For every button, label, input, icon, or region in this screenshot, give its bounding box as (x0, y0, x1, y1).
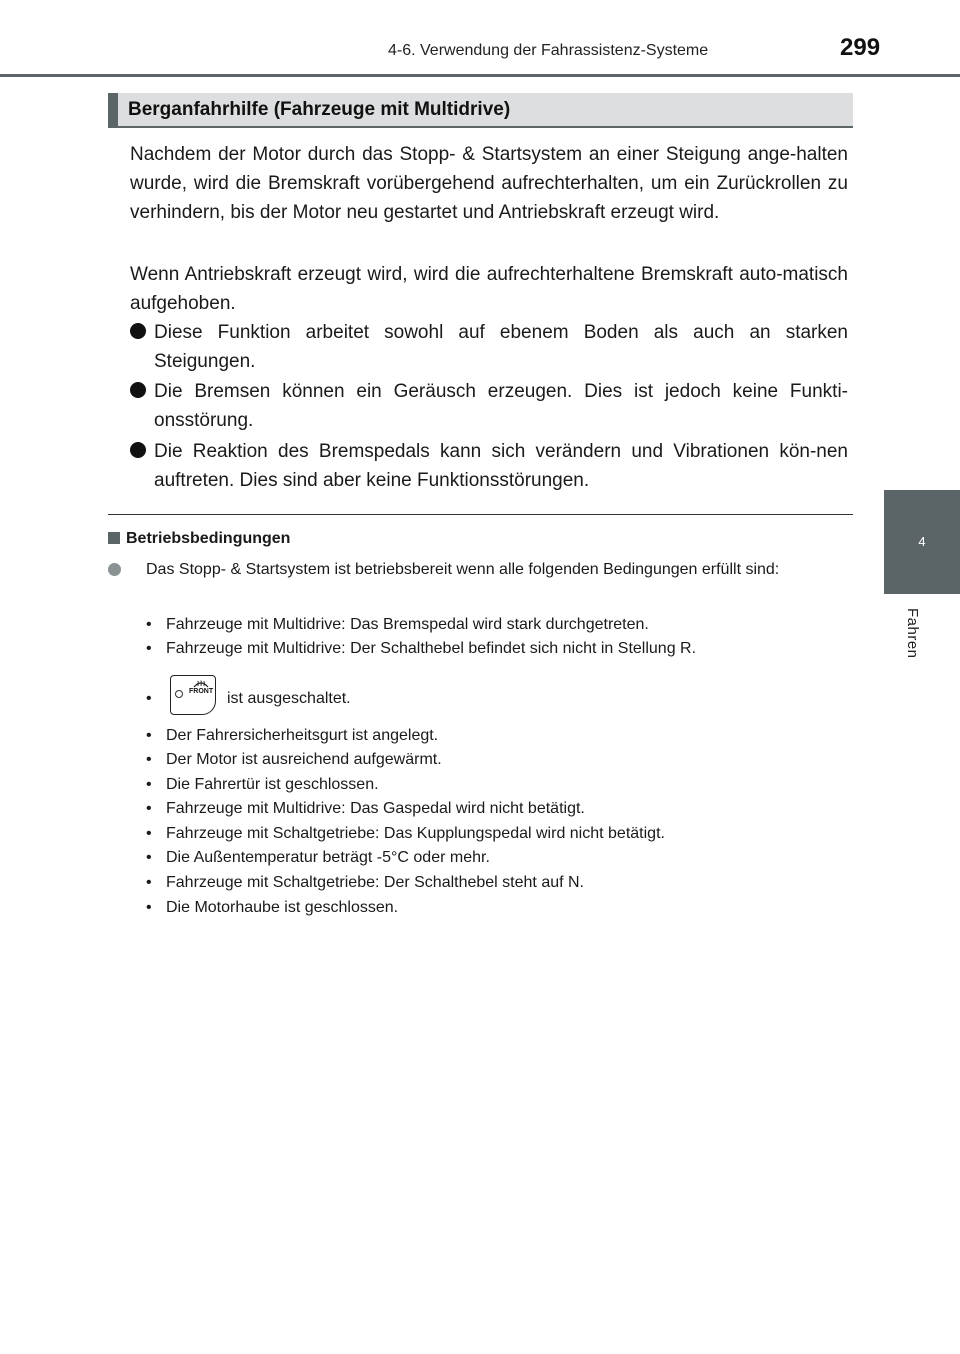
page-number: 299 (840, 34, 881, 61)
list-bullet: • (146, 776, 152, 793)
list-item-text: ist ausgeschaltet. (227, 690, 351, 707)
list-item (146, 688, 166, 709)
list-item-text: Der Fahrersicherheitsgurt ist angelegt. (166, 727, 439, 744)
section-divider (108, 514, 853, 515)
conditions-heading-text: Betriebsbedingungen (126, 530, 291, 547)
bullet-text: Die Reaktion des Bremspedals kann sich verändern und Vibrationen kön-nen auftreten. Dies sind aber keine Funktionsstörungen. (154, 441, 848, 491)
chapter-tab-label: Fahren (904, 608, 921, 659)
bullet-text: Diese Funktion arbeitet sowohl auf ebenem Boden als auch an starken Steigungen. (154, 322, 848, 372)
bullet-item (130, 377, 848, 435)
section-heading-accent (108, 93, 118, 128)
list-item (146, 847, 490, 868)
conditions-intro-text: Das Stopp- & Startsystem ist betriebsbereit wenn alle folgenden Bedingungen erfüllt sind: (146, 561, 780, 578)
bullet-dot-icon (130, 382, 146, 398)
list-item-text: Die Fahrertür ist geschlossen. (166, 776, 379, 793)
chapter-tab[interactable] (884, 490, 960, 594)
list-item-text: Fahrzeuge mit Multidrive: Der Schalthebel befindet sich nicht in Stellung R. (166, 640, 697, 657)
grey-bullet-icon (108, 563, 121, 576)
list-item-text: Der Motor ist ausreichend aufgewärmt. (166, 751, 442, 768)
list-bullet: • (146, 800, 152, 817)
list-bullet: • (146, 849, 152, 866)
front-defogger-button-icon (170, 675, 216, 715)
chapter-tab-number: 4 (918, 534, 926, 549)
list-bullet: • (146, 727, 152, 744)
conditions-heading (108, 530, 290, 548)
list-item-text: Fahrzeuge mit Schaltgetriebe: Der Schalthebel steht auf N. (166, 874, 584, 891)
bullet-item (130, 437, 848, 495)
list-bullet: • (146, 751, 152, 768)
list-bullet: • (146, 690, 152, 707)
list-item (146, 614, 649, 635)
front-label: FRONT (189, 688, 214, 695)
list-item-text: Fahrzeuge mit Multidrive: Das Gaspedal wird nicht betätigt. (166, 800, 585, 817)
indicator-light-icon (175, 690, 183, 698)
list-bullet: • (146, 616, 152, 633)
defogger-symbol-icon (193, 679, 209, 688)
chapter-title: 4-6. Verwendung der Fahrassistenz-Systeme (388, 42, 709, 59)
square-bullet-icon (108, 532, 120, 544)
bullet-dot-icon (130, 323, 146, 339)
list-item (146, 798, 585, 819)
list-item-text: Fahrzeuge mit Schaltgetriebe: Das Kupplungspedal wird nicht betätigt. (166, 825, 665, 842)
list-item (146, 774, 379, 795)
bullet-dot-icon (130, 442, 146, 458)
list-item (146, 749, 442, 770)
section-heading-bar (108, 93, 853, 128)
list-bullet: • (146, 825, 152, 842)
bullet-text: Die Bremsen können ein Geräusch erzeugen. Dies ist jedoch keine Funkti-onsstörung. (154, 381, 848, 431)
list-item-text: Die Motorhaube ist geschlossen. (166, 899, 399, 916)
list-bullet: • (146, 640, 152, 657)
list-item (146, 823, 665, 844)
intro-paragraph: Nachdem der Motor durch das Stopp- & Startsystem an einer Steigung ange-halten wurde, wird die Bremskraft vorübergehend aufrechterhalten, um ein Zurückrollen zu verhindern, bis der Motor neu gestartet und Antriebskraft erzeugt wird. (130, 144, 848, 223)
list-item-text: Die Außentemperatur beträgt -5°C oder mehr. (166, 849, 490, 866)
bullet-item (130, 318, 848, 376)
list-bullet: • (146, 874, 152, 891)
list-item (146, 897, 398, 918)
list-item (146, 638, 696, 659)
header-rule (0, 74, 960, 77)
list-bullet: • (146, 899, 152, 916)
list-item (146, 872, 584, 893)
conditions-intro (108, 559, 858, 580)
section-title: Berganfahrhilfe (Fahrzeuge mit Multidrive) (128, 99, 511, 120)
list-item (146, 725, 438, 746)
release-paragraph: Wenn Antriebskraft erzeugt wird, wird die aufrechterhaltene Bremskraft auto-matisch aufgehoben. (130, 264, 848, 314)
list-item-text: Fahrzeuge mit Multidrive: Das Bremspedal wird stark durchgetreten. (166, 616, 649, 633)
